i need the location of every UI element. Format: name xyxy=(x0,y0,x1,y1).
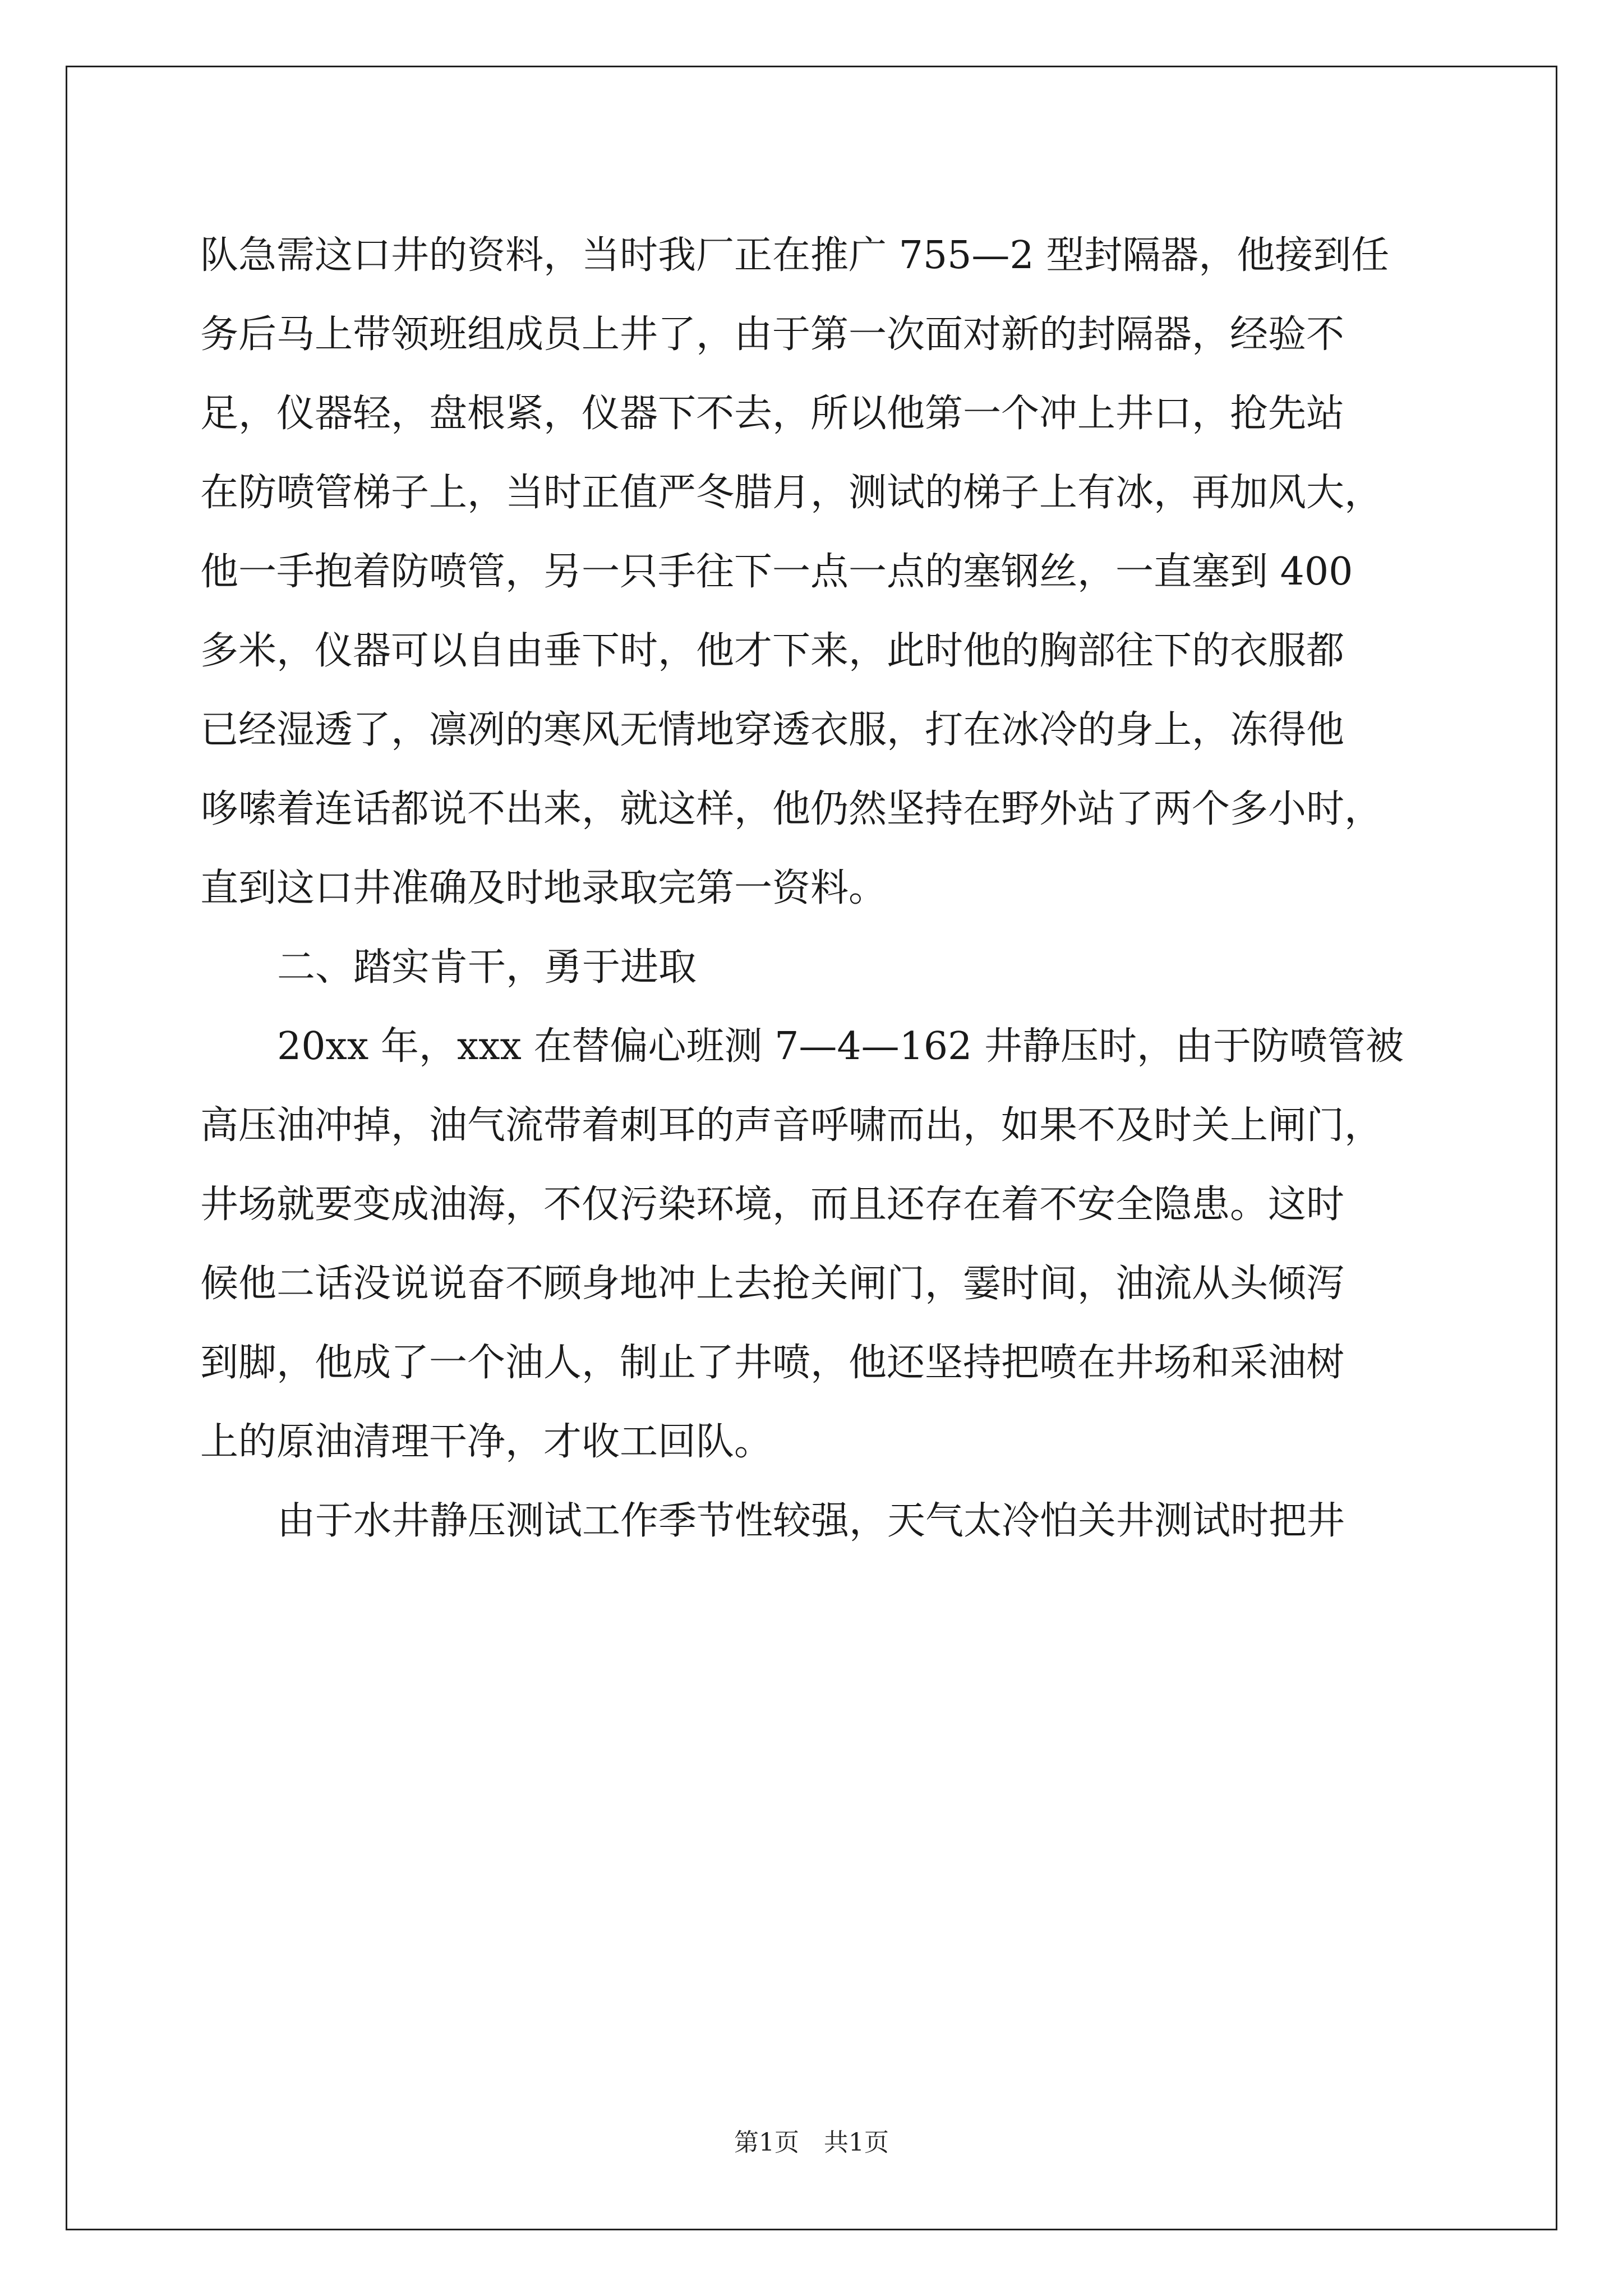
text-line: 多米，仪器可以自由垂下时，他才下来，此时他的胸部往下的衣服都 xyxy=(200,629,1345,673)
text-line: 20xx 年，xxx 在替偏心班测 7—4—162 井静压时，由于防喷管被 xyxy=(277,1024,1404,1069)
text-line: 务后马上带领班组成员上井了，由于第一次面对新的封隔器，经验不 xyxy=(200,312,1345,357)
document-body xyxy=(200,216,1428,1561)
text-line: 足，仪器轻，盘根紧，仪器下不去，所以他第一个冲上井口，抢先站 xyxy=(200,392,1345,436)
text-line: 由于水井静压测试工作季节性较强，天气太冷怕关井测试时把井 xyxy=(277,1499,1345,1543)
text-line: 直到这口井准确及时地录取完第一资料。 xyxy=(200,866,887,910)
text-line: 候他二话没说说奋不顾身地冲上去抢关闸门，霎时间，油流从头倾泻 xyxy=(200,1262,1345,1306)
section-heading: 二、踏实肯干，勇于进取 xyxy=(277,945,697,990)
text-line: 到脚，他成了一个油人，制止了井喷，他还坚持把喷在井场和采油树 xyxy=(200,1341,1345,1385)
text-line: 在防喷管梯子上，当时正值严冬腊月，测试的梯子上有冰，再加风大， xyxy=(200,471,1383,515)
page-footer: 第1页 共1页 xyxy=(734,2128,889,2157)
text-line: 上的原油清理干净，才收工回队。 xyxy=(200,1420,773,1464)
text-line: 已经湿透了，凛冽的寒风无情地穿透衣服，打在冰冷的身上，冻得他 xyxy=(200,708,1345,752)
text-line: 哆嗦着连话都说不出来，就这样，他仍然坚持在野外站了两个多小时， xyxy=(200,787,1383,831)
text-line: 队急需这口井的资料，当时我厂正在推广 755—2 型封隔器，他接到任 xyxy=(200,233,1390,278)
text-line: 井场就要变成油海，不仅污染环境，而且还存在着不安全隐患。这时 xyxy=(200,1182,1345,1227)
text-line: 高压油冲掉，油气流带着刺耳的声音呼啸而出，如果不及时关上闸门， xyxy=(200,1103,1383,1148)
text-line: 他一手抱着防喷管，另一只手往下一点一点的塞钢丝，一直塞到 400 xyxy=(200,550,1353,594)
